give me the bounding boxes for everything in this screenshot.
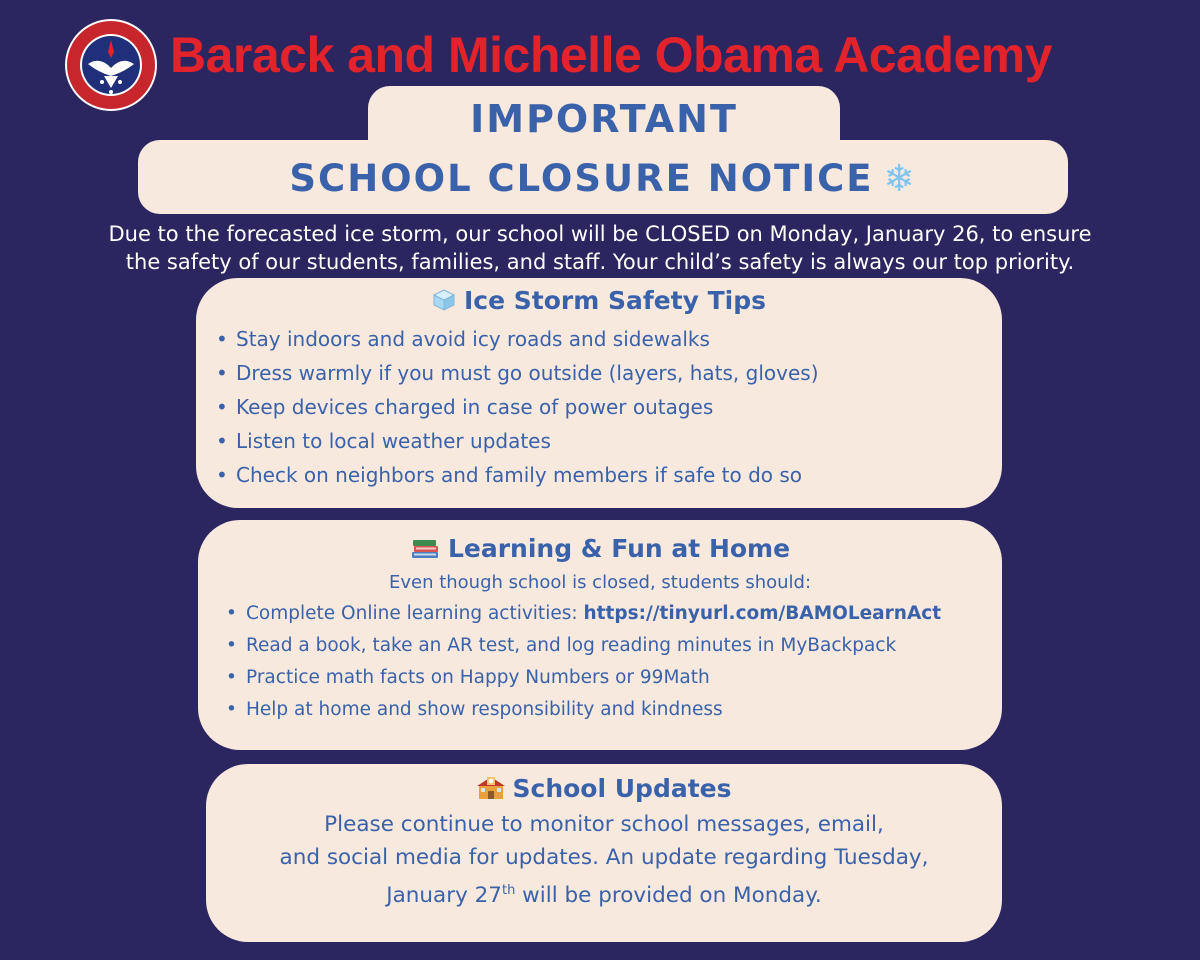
updates-title: School Updates	[512, 774, 732, 803]
updates-line-2: and social media for updates. An update regarding Tuesday,	[279, 845, 929, 870]
school-building-icon	[477, 770, 505, 808]
ice-tips-title: Ice Storm Safety Tips	[463, 286, 767, 315]
updates-line-1: Please continue to monitor school messages, email,	[324, 812, 884, 837]
learning-lead: Even though school is closed, students should:	[388, 572, 812, 593]
learning-activities-link[interactable]: https://tinyurl.com/BAMOLearnAct	[583, 603, 942, 624]
updates-body	[206, 808, 1002, 912]
list-item: • Practice math facts on Happy Numbers or 99Math	[226, 662, 1002, 694]
ice-tips-card	[196, 278, 1002, 508]
snowflake-icon: ❄	[883, 157, 917, 200]
updates-card	[206, 764, 1002, 942]
learning-heading	[198, 520, 1002, 568]
list-item: • Read a book, take an AR test, and log reading minutes in MyBackpack	[226, 630, 1002, 662]
school-name: Barack and Michelle Obama Academy	[170, 27, 1053, 83]
updates-date: January 27	[386, 883, 502, 909]
learning-card	[198, 520, 1002, 750]
banner-closure-text: SCHOOL CLOSURE NOTICE	[289, 157, 874, 200]
ice-tips-list	[216, 322, 1002, 492]
banner-closure-notice	[138, 154, 1068, 204]
list-item: • Dress warmly if you must go outside (layers, hats, gloves)	[216, 356, 1002, 390]
learning-list	[226, 598, 1002, 726]
updates-line-3	[206, 874, 1002, 912]
intro-paragraph	[0, 220, 1200, 276]
books-icon	[410, 530, 440, 568]
list-item: • Stay indoors and avoid icy roads and sidewalks	[216, 322, 1002, 356]
intro-line-1: Due to the forecasted ice storm, our school will be CLOSED on Monday, January 26, to ensure	[108, 222, 1092, 246]
school-logo	[64, 18, 158, 112]
list-item: • Check on neighbors and family members if safe to do so	[216, 458, 1002, 492]
updates-heading	[206, 764, 1002, 808]
intro-line-2: the safety of our students, families, and staff. Your child’s safety is always our top priority.	[125, 250, 1075, 274]
updates-date-suffix: th	[501, 883, 516, 898]
list-item: • Listen to local weather updates	[216, 424, 1002, 458]
banner-important: IMPORTANT	[470, 97, 738, 141]
list-item: • Keep devices charged in case of power outages	[216, 390, 1002, 424]
updates-line-3-rest: will be provided on Monday.	[515, 883, 822, 909]
ice-tips-heading	[196, 278, 1002, 320]
list-item: • Help at home and show responsibility and kindness	[226, 694, 1002, 726]
learning-item-prefix: Complete Online learning activities:	[246, 603, 584, 624]
list-item	[226, 598, 1002, 630]
ice-cube-icon	[432, 282, 456, 320]
learning-title: Learning & Fun at Home	[447, 534, 791, 563]
